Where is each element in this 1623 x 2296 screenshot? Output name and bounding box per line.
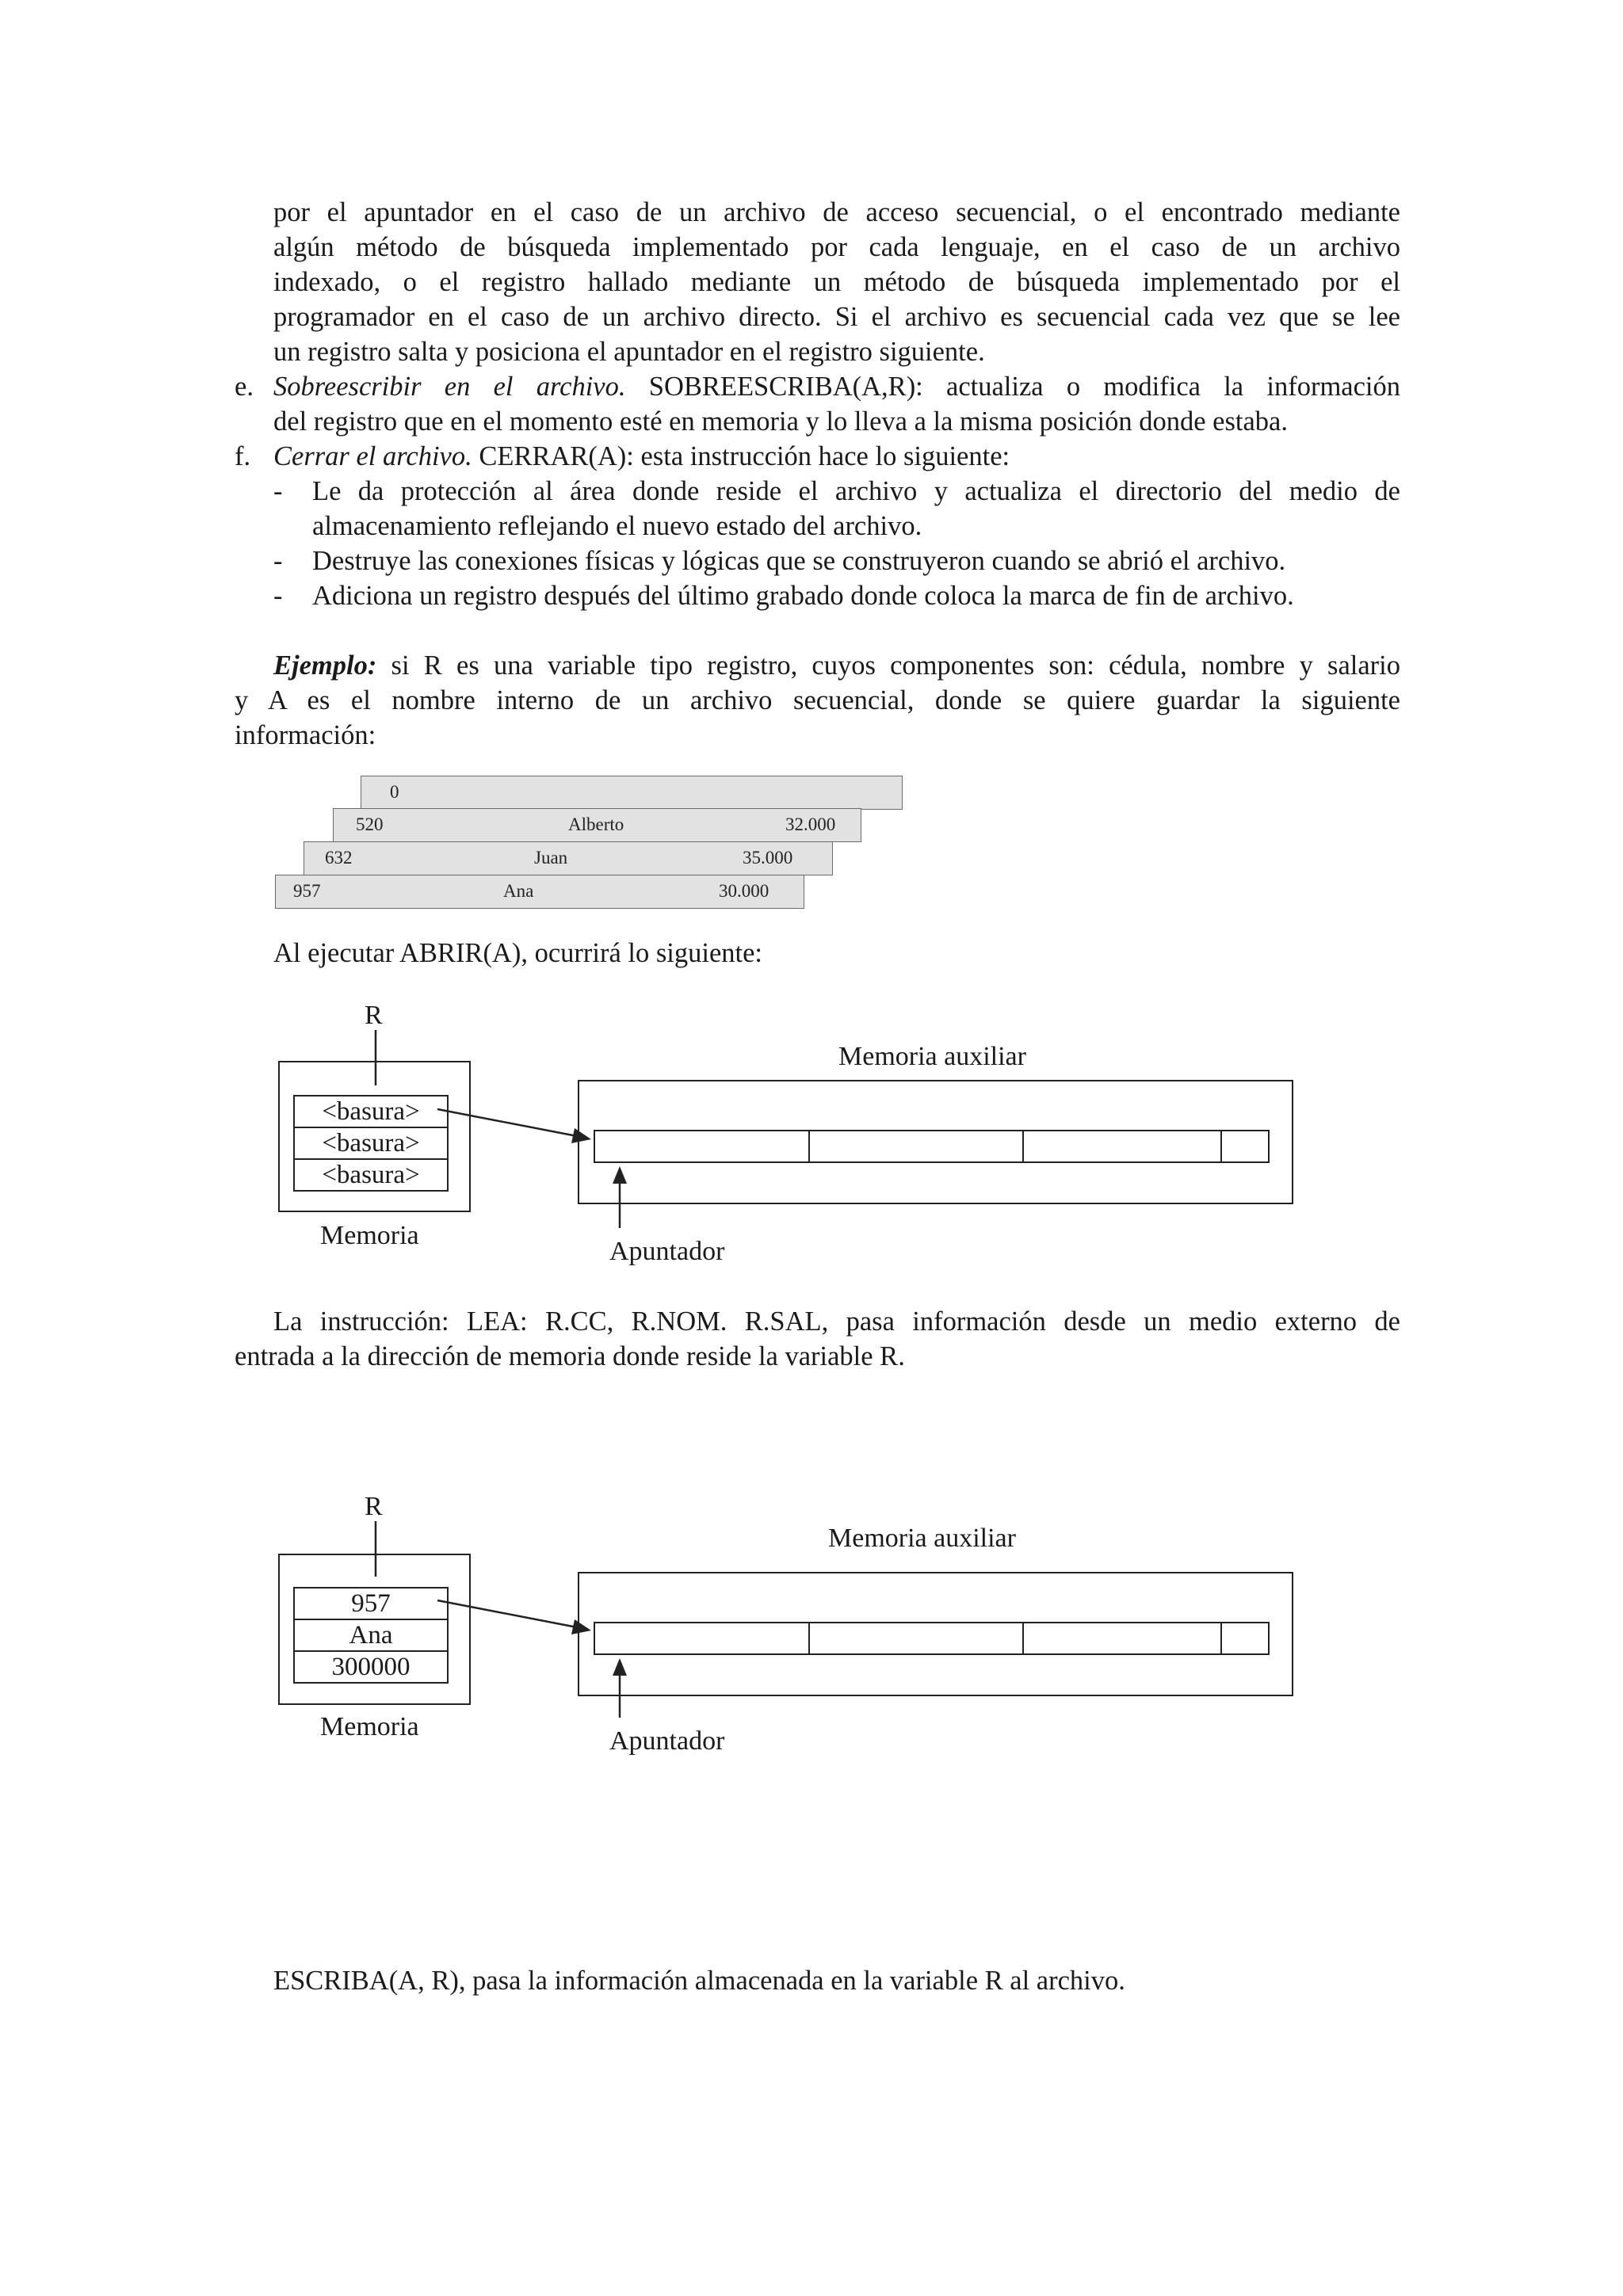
- bullet-1-line-2: almacenamiento reflejando el nuevo estado del archivo.: [312, 511, 922, 541]
- variable-r-label: R: [365, 1001, 383, 1030]
- record-cc: 0: [390, 782, 399, 802]
- record-name: Ana: [503, 881, 534, 901]
- memory-cell: Ana: [293, 1619, 449, 1652]
- memory-label: Memoria: [320, 1221, 419, 1250]
- item-e-title: Sobreescribir en el archivo.: [273, 372, 626, 402]
- example-line-2: y A es el nombre interno de un archivo secuencial, donde se quiere guardar la siguiente: [235, 685, 1400, 715]
- item-e-text: SOBREESCRIBA(A,R): actualiza o modifica la información: [625, 372, 1400, 402]
- arrow-head-up-icon: [613, 1658, 627, 1676]
- aux-memory-label: Memoria auxiliar: [838, 1042, 1026, 1071]
- abrir-paragraph: Al ejecutar ABRIR(A), ocurrirá lo siguiente:: [273, 938, 762, 968]
- record-name: Alberto: [568, 814, 624, 834]
- lea-line-2: entrada a la dirección de memoria donde reside la variable R.: [235, 1341, 905, 1371]
- record-salary: 32.000: [785, 814, 836, 834]
- record-cc: 632: [325, 848, 353, 868]
- intro-line-1: por el apuntador en el caso de un archivo de acceso secuencial, o el encontrado mediante: [273, 197, 1400, 227]
- bullet-2-line: Destruye las conexiones físicas y lógicas que se construyeron cuando se abrió el archivo.: [312, 546, 1286, 576]
- record-cc: 520: [356, 814, 384, 834]
- item-e-marker: e.: [235, 372, 254, 402]
- pointer-label: Apuntador: [609, 1237, 725, 1266]
- bullet-3-line: Adiciona un registro después del último grabado donde coloca la marca de fin de archivo.: [312, 581, 1294, 611]
- arrow-head-icon: [571, 1619, 591, 1634]
- memory-label: Memoria: [320, 1712, 419, 1741]
- record-cc: 957: [293, 881, 321, 901]
- intro-line-5: un registro salta y posiciona el apuntador en el registro siguiente.: [273, 337, 985, 367]
- example-line-3: información:: [235, 720, 376, 750]
- memory-cell: <basura>: [293, 1127, 449, 1160]
- bullet-1-marker: -: [273, 476, 283, 506]
- bullet-1-line-1: Le da protección al área donde reside el archivo y actualiza el directorio del medio de: [312, 476, 1400, 506]
- memory-cell: <basura>: [293, 1095, 449, 1128]
- bullet-2-marker: -: [273, 546, 283, 576]
- intro-line-4: programador en el caso de un archivo directo. Si el archivo es secuencial cada vez que se lee: [273, 302, 1400, 332]
- item-e-line-2: del registro que en el momento esté en memoria y lo lleva a la misma posición donde estaba.: [273, 406, 1288, 437]
- item-f-marker: f.: [235, 441, 251, 471]
- memory-cell: 957: [293, 1587, 449, 1620]
- pointer-label: Apuntador: [609, 1726, 725, 1756]
- record-salary: 30.000: [719, 881, 769, 901]
- item-f-text: CERRAR(A): esta instrucción hace lo siguiente:: [472, 441, 1010, 471]
- example-text: si R es una variable tipo registro, cuyos componentes son: cédula, nombre y salario: [376, 650, 1400, 681]
- reference-arrow: [437, 1600, 577, 1627]
- memory-cell: 300000: [293, 1650, 449, 1684]
- lea-line-1: La instrucción: LEA: R.CC, R.NOM. R.SAL, pasa información desde un medio externo de: [273, 1306, 1400, 1337]
- intro-line-2: algún método de búsqueda implementado por cada lenguaje, en el caso de un archivo: [273, 232, 1400, 262]
- example-label: Ejemplo:: [273, 650, 377, 681]
- record-salary: 35.000: [743, 848, 793, 868]
- escriba-paragraph: ESCRIBA(A, R), pasa la información almacenada en la variable R al archivo.: [273, 1966, 1125, 1996]
- memory-cell: <basura>: [293, 1158, 449, 1192]
- variable-r-label: R: [365, 1492, 383, 1521]
- item-f-title: Cerrar el archivo.: [273, 441, 472, 471]
- intro-line-3: indexado, o el registro hallado mediante un método de búsqueda implementado por el: [273, 267, 1400, 297]
- bullet-3-marker: -: [273, 581, 283, 611]
- aux-memory-label: Memoria auxiliar: [828, 1524, 1016, 1553]
- record-name: Juan: [534, 848, 568, 868]
